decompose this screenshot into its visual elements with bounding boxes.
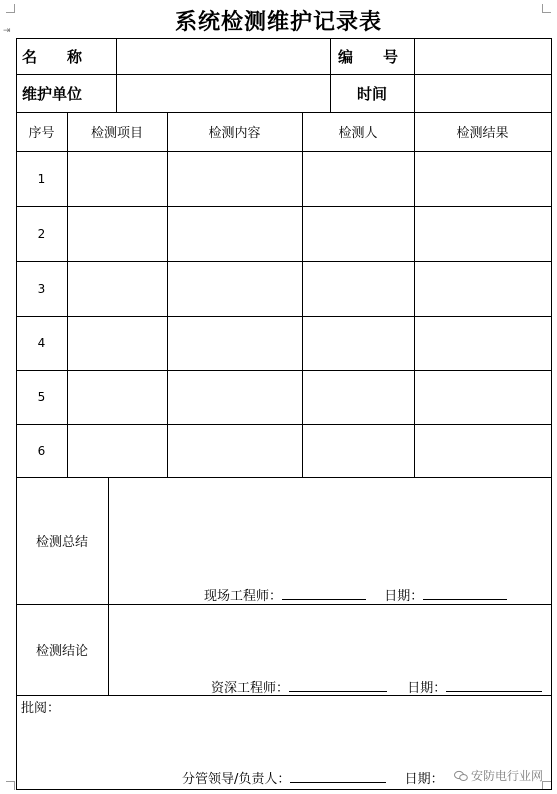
summary-date-label: 日期： [384, 589, 424, 604]
page-corner-mark [6, 781, 15, 790]
time-field[interactable] [415, 75, 551, 112]
record-form [16, 38, 552, 790]
table-row-number: 2 [37, 226, 46, 241]
table-row-number: 1 [37, 171, 46, 186]
approval-label: 批阅： [21, 701, 61, 716]
watermark [454, 767, 543, 784]
table-row-number: 6 [37, 443, 46, 458]
summary-label: 检测总结 [35, 535, 88, 550]
column-header-index: 序号 [28, 126, 55, 141]
column-header-item: 检测项目 [90, 126, 143, 141]
conclusion-label: 检测结论 [35, 644, 88, 659]
senior-engineer-label: 资深工程师： [211, 681, 290, 696]
approval-date-label: 日期： [404, 772, 444, 787]
column-header-inspector: 检测人 [338, 126, 378, 141]
table-row-number: 4 [37, 336, 46, 350]
leader-label: 分管领导/负责人： [182, 772, 291, 787]
column-header-result: 检测结果 [456, 126, 509, 141]
unit-field[interactable] [117, 75, 330, 112]
summary-date-blank[interactable] [423, 587, 507, 600]
conclusion-field[interactable] [109, 605, 551, 671]
conclusion-signature-line [211, 677, 542, 696]
senior-engineer-blank[interactable] [289, 679, 387, 692]
table-row-number: 5 [37, 390, 46, 404]
column-header-content: 检测内容 [208, 126, 261, 141]
number-field[interactable] [415, 39, 551, 74]
chat-bubble-icon [454, 770, 468, 782]
summary-field[interactable] [109, 478, 551, 578]
form-title: 系统检测维护记录表 [174, 9, 382, 35]
time-label: 时间 [356, 85, 387, 103]
approval-signature-line [182, 768, 444, 787]
table-row-number: 3 [37, 281, 46, 296]
anchor-marker-icon: ⇥ [3, 26, 11, 36]
field-engineer-blank[interactable] [282, 587, 366, 600]
approval-field[interactable] [17, 714, 551, 764]
unit-label: 维护单位 [22, 85, 83, 103]
summary-signature-line [204, 585, 507, 604]
number-label: 编 号 [338, 47, 399, 66]
field-engineer-label: 现场工程师： [204, 589, 283, 604]
watermark-text: 安防电行业网 [470, 769, 543, 783]
conclusion-date-label: 日期： [407, 681, 447, 696]
conclusion-date-blank[interactable] [446, 679, 542, 692]
name-field[interactable] [117, 39, 330, 74]
name-label: 名 称 [22, 47, 83, 66]
leader-blank[interactable] [290, 770, 386, 783]
